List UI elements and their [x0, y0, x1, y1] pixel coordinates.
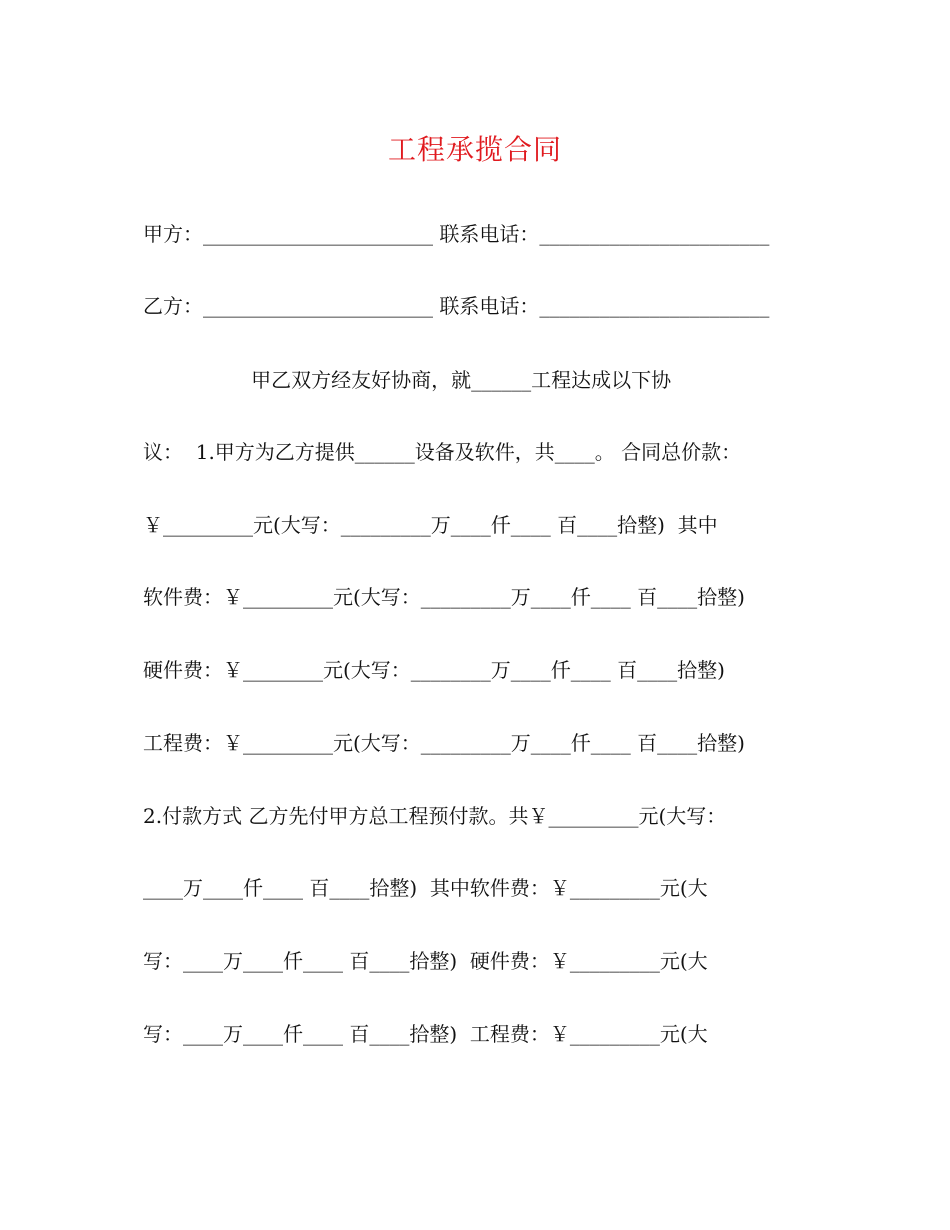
body-line: 议： 1.甲方为乙方提供______设备及软件，共____。 合同总价款：: [143, 440, 742, 464]
document-title: 工程承揽合同: [387, 133, 562, 166]
body-line: ____万____仟____ 百____拾整) 其中软件费：￥_________元(大: [143, 876, 708, 900]
hardware-fee-line: 硬件费：￥________元(大写：________万____仟____ 百____拾整): [143, 658, 725, 682]
body-line: 写：____万____仟____ 百____拾整) 硬件费：￥_________元(大: [143, 949, 708, 973]
party-b-line: 乙方：_______________________ 联系电话：_______________________: [143, 294, 770, 318]
engineering-fee-line: 工程费：￥_________元(大写：_________万____仟____ 百____拾整): [143, 731, 745, 755]
software-fee-line: 软件费：￥_________元(大写：_________万____仟____ 百____拾整): [143, 585, 745, 609]
party-a-line: 甲方：_______________________ 联系电话：_______________________: [143, 222, 770, 246]
body-line: 写：____万____仟____ 百____拾整) 工程费：￥_________元(大: [143, 1022, 708, 1046]
payment-method-line: 2.付款方式 乙方先付甲方总工程预付款。共￥_________元(大写：: [143, 804, 727, 828]
body-line: 甲乙双方经友好协商，就______工程达成以下协: [143, 368, 672, 392]
body-line: ￥_________元(大写：_________万____仟____ 百____拾整) 其中: [143, 513, 718, 537]
